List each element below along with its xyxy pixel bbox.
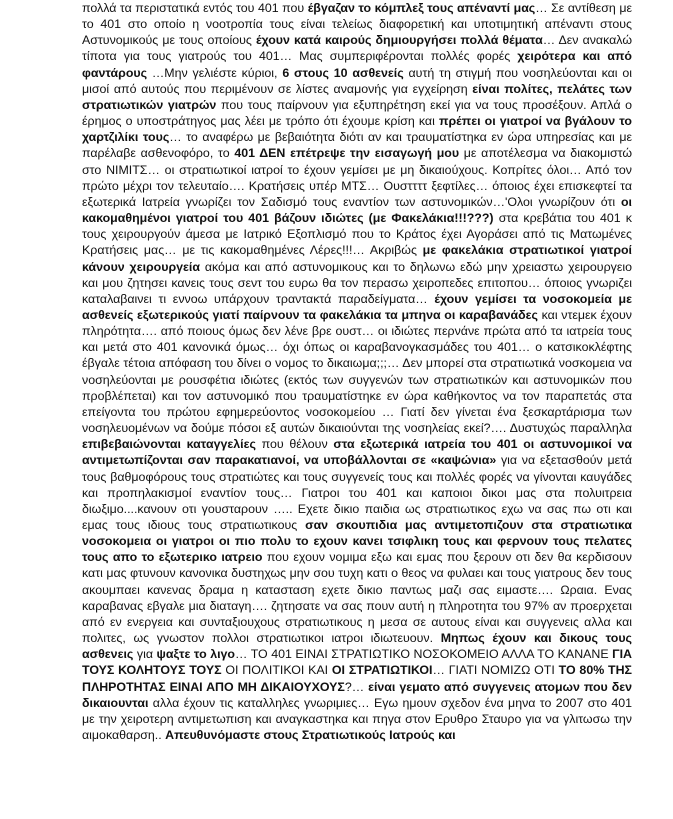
emphasis-text: 401 ΔΕΝ επέτρεψε την εισαγωγή μου xyxy=(234,146,460,161)
body-text: στα κρεβάτια του 401 κ τους χειρουργούν άμεσα με Ιατρικό Εξοπλισμό που το Κράτος έχει Αγοράσει από τις Ματωμένες Κρατήσεις μας… με τις κακομαθημένες Λέρες!!!… Ακριβώς xyxy=(82,211,632,258)
body-text: αυτή τη στιγμή που νοσηλεύονται και οι μισοί από αυτούς που περιμένουν σε λίστες αναμονής για εγχείρηση xyxy=(82,65,632,96)
emphasis-text: χειρότερα και από φαντάρους xyxy=(82,49,633,80)
article-body xyxy=(82,0,632,743)
body-text: …Μην γελιέστε κύριοι, xyxy=(147,65,283,80)
emphasis-text: ψαξτε το λιγο xyxy=(156,647,235,662)
emphasis-text: ΓΙΑ ΤΟΥΣ ΚΟΛΗΤΟΥΣ ΤΟΥΣ xyxy=(82,647,632,678)
body-text: και ντεμεκ έχουν πληρότητα…. από ποιους όμως δεν λένε βρε ουστ… οι ιδιώτες περνάνε πρώτα από τα ιατρεία τους και μετά στο 401 κανονικά όμως… όχι όπως οι καραβανογκασμάδες του 401… ο κατσικοκλέφτης έβγαλε τέτοια απόφαση του δίνει ο νομος το δικαιωμα;;;… Δεν μπορεί στα στρατιωτικά νοσκομεια να νοσηλεύονται με ρουσφέτια ιδιώτες (εκτός των συγγενών των στρατιωτικών και αστυνομικών που προβλέπεται) και τον αστυνομικό που τραυματίστηκε εν ώρα καθήκοντος να τον παραπετάς στα επείγοντα του πρώτου εφημερεύοντος νοσοκομείου … Γιατί δεν γίνεται ένα ξεσκαρτάρισμα των νοσηλευομένων να δούμε πόσοι εξ αυτών δικαιούνται της νοσηλείας εκεί?…. Δυστυχώς παραλληλα xyxy=(82,307,632,436)
body-text: … το αναφέρω με βεβαιότητα διότι αν και τραυματίστηκα εν ώρα υπηρεσίας και με παρέλαβε ασθενοφόρο, το xyxy=(82,130,632,161)
emphasis-text: με φακελάκια στρατιωτικοί γιατροί κάνουν χειρουργεία xyxy=(82,243,633,274)
body-text: πολλά τα περιστατικά εντός του 401 που xyxy=(82,1,308,15)
emphasis-text: οι κακομαθημένοι γιατροί του 401 βάζουν ιδιώτες (με Φακελάκια!!!???) xyxy=(82,194,632,226)
emphasis-text: ΤΟ 80% ΤΗΣ ΠΛΗΡΟΤΗΤΑΣ ΕΙΝΑΙ ΑΠΟ ΜΗ ΔΙΚΑΙΟΥΧΟΥΣ xyxy=(82,663,632,694)
emphasis-text: είναι πολίτες, πελάτες των στρατιωτικών γιατρών xyxy=(82,81,633,112)
body-text: ακόμα και από αστυνομικους και το δηλωνω εδώ μην χρειαστω χειρουργειο και μου ζητησει κανεις τους σεντ του ευρω θα τον περασω χειροπεδες επιτοπου… όποιος γνωριζει καταλαβαινει τι εννοω υπάρχουν τραντακτά παραδείγματα… xyxy=(82,259,632,306)
body-text: … Σε αντίθεση με το 401 στο οποίο η νοοτροπία τους είναι τελείως διαφορετική και υποτιμητική απέναντι στους Αστυνομικούς με τους οποίους xyxy=(82,1,632,48)
article-page xyxy=(82,0,632,743)
emphasis-text: επιβεβαιώνονται καταγγελίες xyxy=(82,437,256,452)
emphasis-text: στα εξωτερικά ιατρεία του 401 οι αστυνομικοί να αντιμετωπίζονται σαν παρακατιανοί, να υποβάλλονται σε «καψώνια» xyxy=(82,437,632,468)
emphasis-text: έχουν κατά καιρούς δημιουργήσει πολλά θέματα xyxy=(255,33,543,48)
emphasis-text: έβγαζαν το κόμπλεξ τους απέναντί μας xyxy=(307,1,536,15)
emphasis-text: Μηπως έχουν και δικους τους ασθενεις xyxy=(82,631,632,662)
emphasis-text: σαν σκουπιδια μας αντιμετοπιζουν στα στρατιωτικα νοσοκομεια οι γιατροι οι πιο πολυ το εχουν κανει τσιφλικη τους και φερνουν τους πελατες τους απο το εξωτερικο ιατρειο xyxy=(82,518,632,565)
emphasis-text: έχουν γεμίσει τα νοσοκομεία με ασθενείς εξωτερικούς γιατί παίρνουν τα φακελάκια τα μπηνα οι καραβανάδες xyxy=(82,291,632,322)
emphasis-text: ΟΙ ΣΤΡΑΤΙΩΤΙΚΟΙ xyxy=(331,663,433,678)
body-text: ?… xyxy=(344,679,369,694)
body-text: αλλα έχουν τις καταλληλες γνωριμιες… Εγω ημουν σχεδον ένα μηνα το 2007 στο 401 με την χειροτερη αντιμετωπιση και αναγκαστηκα και πηγα στον Ερυθρο Σταυρο για να γλιτωσω την αιμοκαθαρση.. xyxy=(82,695,632,743)
emphasis-text: πρέπει οι γιατροί να βγάλουν το χαρτζιλίκι τους xyxy=(82,114,632,145)
body-text: για να εξετασθούν μετά τους βαθμοφόρους τους στρατιώτες και τους συγγενείς τους και πολλές φορές να γίνονται καυγάδες και προπηλακισμοί εναντίον τους… Γιατροι του 401 και καποιοι δικοι μας στα πολυιτρεια διωξιμο....κανουν οτι γουσταρουν ….. Εχετε δικιο παιδια ως στρατιωτικος εχω να σας πω οτι και εμας τους ιδιους τους στρατιωτικους xyxy=(82,453,632,532)
body-text: που τους παίρνουν για εξυπηρέτηση εκεί για να τους προσέξουν. Απλά ο έρημος ο υποστράτηγος μας λέει με τρόπο ότι έχουμε κρίση και xyxy=(82,97,632,129)
body-text: … ΓΙΑΤΙ ΝΟΜΙΖΩ ΟΤΙ xyxy=(432,663,559,678)
body-text: που θέλουν xyxy=(255,437,334,452)
emphasis-text: είναι γεματο από συγγενεις ατομων που δεν δικαιουνται xyxy=(82,679,632,710)
body-text: … Δεν ανακαλώ τίποτα για τους γιατρούς του 401… Μας συμπεριφέρονται πολλές φορές xyxy=(82,33,632,64)
body-text: που εχουν νομιμα εξω και εμας που ξερουν οτι δεν θα κερδισουν κατι μας φτυνουν κανονικα δυστηχως μην σου τυχη κατι ο θεος να φυλαει και τους γιατρους δεν τους ακουμπαει κανενας δραμα η κατασταση εχετε δικιο παντως μαζι σας ειμαστε…. Ωραια. Ενας καραβανας εβγαλε μια διαταγη…. ζητησατε να σας πουν αυτή η πληροτητα του 97% αν προερχεται από εν ενεργεια και συνταξιουχους στρατιωτικους η μεσα σε αυτους είναι και συγγενεις αλλα και πολιτες, ως γνωστον πολλοι στρατιωτικοι ιατροι ιδιωτευουν. xyxy=(82,550,632,646)
emphasis-text: Απευθυνόμαστε στους Στρατιωτικούς Ιατρούς και xyxy=(165,728,456,743)
body-text: για xyxy=(133,647,157,662)
body-text: με αποτέλεσμα να διακομιστώ στο ΝΙΜΙΤΣ… οι στρατιωτικοί ιατροί το έχουν γεμίσει με μη δικαιούχους. Κοπρίτες όλοι… Από τον πρώτο μέχρι τον τελευταίο…. Κρατήσεις υπέρ ΜΤΣ… Ουσττττ ξεφτίλες… όποιος έχει επισκεφτεί τα εξωτερικά Ιατρεία γνωρίζει τον Σαδισμό τους εναντίον των αστυνομικών…'Ολοι γνωρίζουν ότι xyxy=(82,146,632,209)
emphasis-text: 6 στους 10 ασθενείς xyxy=(282,65,404,80)
body-text: … ΤΟ 401 ΕΙΝΑΙ ΣΤΡΑΤΙΩΤΙΚΟ ΝΟΣΟΚΟΜΕΙΟ ΑΛΛΑ ΤΟ ΚΑΝΑΝΕ xyxy=(235,647,613,662)
body-text: ΟΙ ΠΟΛΙΤΙΚΟΙ ΚΑΙ xyxy=(221,663,332,678)
